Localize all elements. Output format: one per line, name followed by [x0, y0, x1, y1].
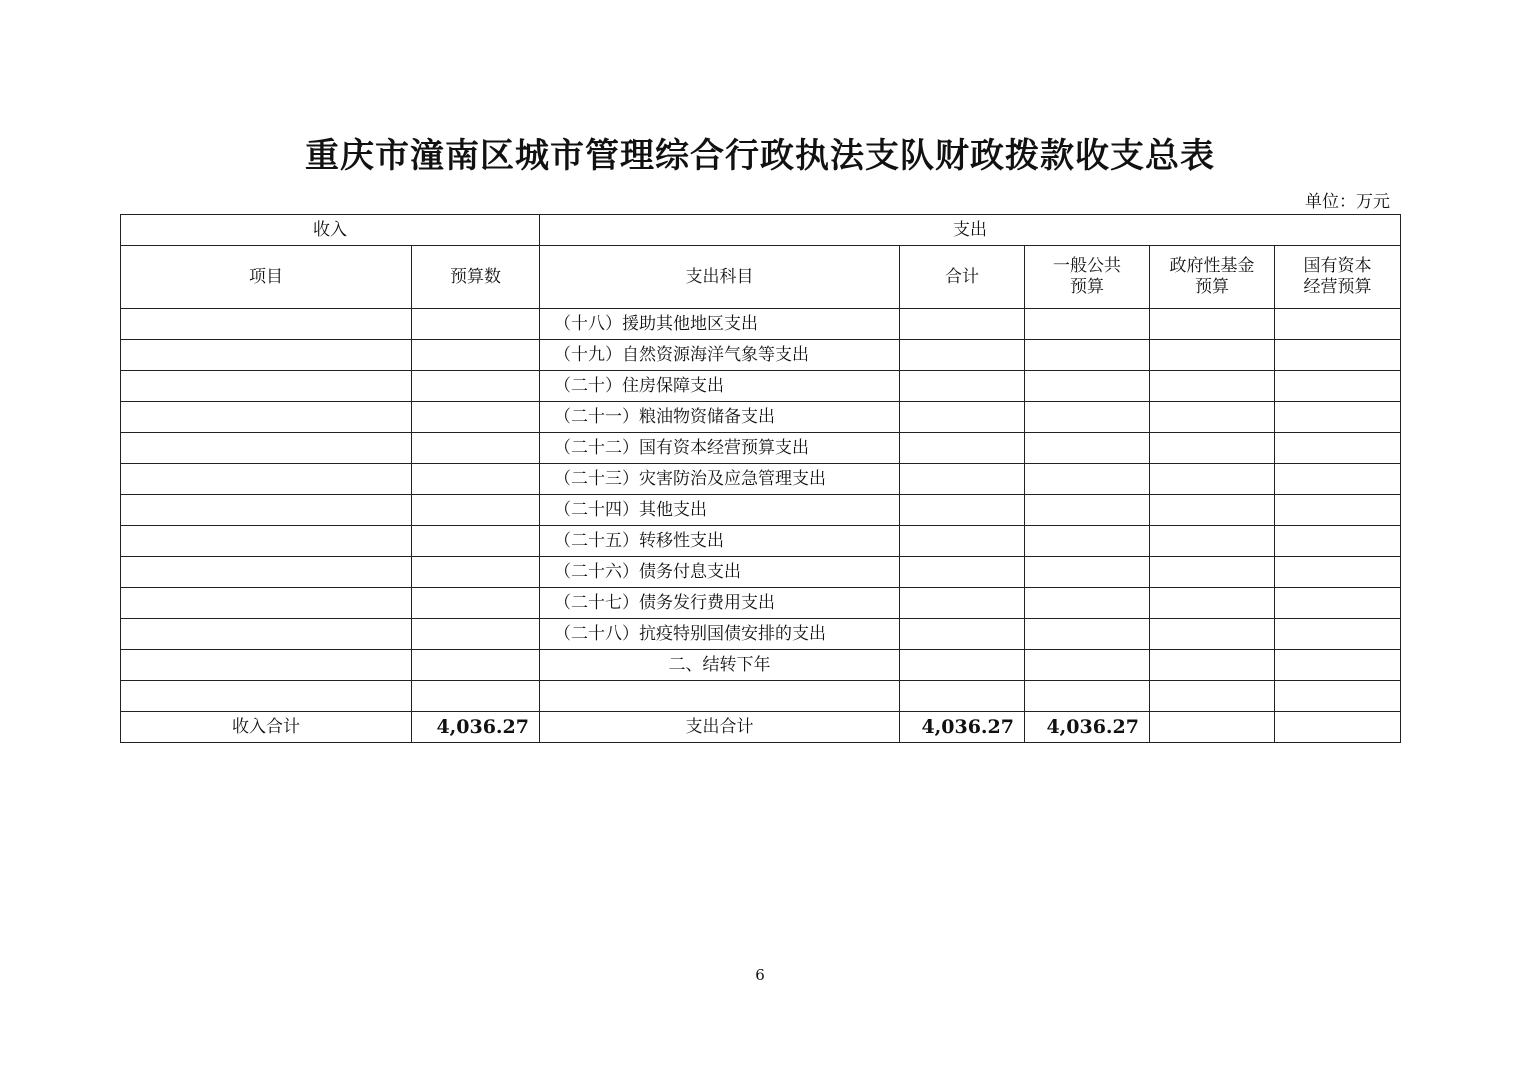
table-cell [900, 402, 1025, 433]
table-row [121, 433, 1401, 464]
table-cell [121, 371, 412, 402]
table-cell [412, 588, 540, 619]
expense-subject-cell: （二十八）抗疫特别国债安排的支出 [540, 619, 900, 650]
table-row [121, 402, 1401, 433]
table-cell [1275, 495, 1401, 526]
table-cell [1025, 650, 1150, 681]
table-row [121, 309, 1401, 340]
table-cell [1275, 340, 1401, 371]
budget-table [120, 214, 1401, 743]
gov-fund-header-line1: 政府性基金 [1169, 256, 1255, 276]
header-row-columns [121, 246, 1401, 309]
table-cell [1275, 557, 1401, 588]
table-cell [1275, 650, 1401, 681]
gov-fund-header [1150, 246, 1275, 309]
item-header: 项目 [121, 246, 412, 309]
table-cell [121, 588, 412, 619]
expense-total-label: 支出合计 [540, 712, 900, 743]
table-cell [412, 309, 540, 340]
table-cell [412, 340, 540, 371]
table-cell [1025, 433, 1150, 464]
table-cell [1025, 495, 1150, 526]
expense-subject-cell: （十九）自然资源海洋气象等支出 [540, 340, 900, 371]
expense-subject-cell: （二十二）国有资本经营预算支出 [540, 433, 900, 464]
expense-subject-cell: （十八）援助其他地区支出 [540, 309, 900, 340]
table-cell [412, 495, 540, 526]
table-cell [121, 681, 412, 712]
table-cell [1150, 681, 1275, 712]
table-row [121, 557, 1401, 588]
table-cell [1025, 309, 1150, 340]
expense-subject-cell: （二十四）其他支出 [540, 495, 900, 526]
table-cell [1275, 433, 1401, 464]
table-cell [1025, 526, 1150, 557]
table-cell [900, 681, 1025, 712]
budget-header: 预算数 [412, 246, 540, 309]
table-cell [121, 526, 412, 557]
table-row [121, 495, 1401, 526]
page-number: 6 [755, 966, 765, 984]
table-cell [900, 340, 1025, 371]
table-cell [900, 650, 1025, 681]
table-row [121, 681, 1401, 712]
table-cell [900, 495, 1025, 526]
gov-fund-total-value [1150, 712, 1275, 743]
table-cell [412, 526, 540, 557]
table-cell [1025, 588, 1150, 619]
expense-subject-cell: （二十五）转移性支出 [540, 526, 900, 557]
table-cell [121, 557, 412, 588]
table-cell [412, 557, 540, 588]
table-cell [1150, 495, 1275, 526]
table-cell [1025, 464, 1150, 495]
table-row [121, 371, 1401, 402]
table-cell [1150, 371, 1275, 402]
table-cell [121, 495, 412, 526]
table-cell [900, 371, 1025, 402]
table-cell [1275, 309, 1401, 340]
table-cell [121, 402, 412, 433]
table-cell [1275, 681, 1401, 712]
table-cell [121, 433, 412, 464]
table-cell [1025, 681, 1150, 712]
table-cell [412, 619, 540, 650]
gov-fund-header-line2: 预算 [1195, 277, 1229, 297]
table-cell [900, 464, 1025, 495]
table-cell [1275, 464, 1401, 495]
table-row [121, 650, 1401, 681]
table-cell [1025, 371, 1150, 402]
table-cell [1150, 464, 1275, 495]
table-cell [900, 588, 1025, 619]
table-cell [900, 526, 1025, 557]
table-cell [1275, 588, 1401, 619]
table-cell [121, 309, 412, 340]
state-capital-total-value [1275, 712, 1401, 743]
income-total-label: 收入合计 [121, 712, 412, 743]
state-capital-header-line1: 国有资本 [1303, 256, 1372, 276]
income-total-value: 4,036.27 [412, 712, 540, 743]
state-capital-header [1275, 246, 1401, 309]
table-row [121, 464, 1401, 495]
table-cell [1025, 340, 1150, 371]
table-cell [121, 464, 412, 495]
table-row [121, 588, 1401, 619]
table-cell [412, 402, 540, 433]
total-header: 合计 [900, 246, 1025, 309]
expense-subject-cell: （二十六）债务付息支出 [540, 557, 900, 588]
expense-total-value: 4,036.27 [900, 712, 1025, 743]
general-public-header-line2: 预算 [1070, 277, 1104, 297]
table-cell [1275, 371, 1401, 402]
table-cell [121, 340, 412, 371]
table-cell [412, 464, 540, 495]
table-row [121, 340, 1401, 371]
expense-subject-cell: （二十一）粮油物资储备支出 [540, 402, 900, 433]
table-row [121, 619, 1401, 650]
table-cell [900, 619, 1025, 650]
table-cell [1150, 526, 1275, 557]
table-cell [412, 650, 540, 681]
expense-subject-cell: （二十七）债务发行费用支出 [540, 588, 900, 619]
totals-row [121, 712, 1401, 743]
page-title: 重庆市潼南区城市管理综合行政执法支队财政拨款收支总表 [305, 136, 1215, 176]
table-cell [1275, 619, 1401, 650]
table-row [121, 526, 1401, 557]
expense-subject-cell: （二十三）灾害防治及应急管理支出 [540, 464, 900, 495]
header-row-group [121, 215, 1401, 246]
expense-subject-cell: 二、结转下年 [540, 650, 900, 681]
table-cell [1025, 557, 1150, 588]
table-cell [1150, 402, 1275, 433]
general-public-total-value: 4,036.27 [1025, 712, 1150, 743]
table-cell [1275, 402, 1401, 433]
table-cell [1150, 340, 1275, 371]
table-cell [1150, 557, 1275, 588]
table-cell [121, 650, 412, 681]
income-header: 收入 [121, 215, 540, 246]
table-cell [412, 433, 540, 464]
table-cell [900, 309, 1025, 340]
table-cell [1025, 619, 1150, 650]
table-cell [121, 619, 412, 650]
unit-label: 单位：万元 [1305, 192, 1390, 212]
general-public-header-line1: 一般公共 [1053, 256, 1121, 276]
table-cell [900, 557, 1025, 588]
table-cell [900, 433, 1025, 464]
table-cell [1025, 402, 1150, 433]
table-cell [1150, 650, 1275, 681]
table-cell [1275, 526, 1401, 557]
state-capital-header-line2: 经营预算 [1303, 277, 1372, 297]
expense-header: 支出 [540, 215, 1401, 246]
table-cell [1150, 619, 1275, 650]
table-cell [1150, 433, 1275, 464]
expense-subject-cell [540, 681, 900, 712]
general-public-header [1025, 246, 1150, 309]
expense-subject-header: 支出科目 [540, 246, 900, 309]
table-cell [1150, 588, 1275, 619]
table-cell [1150, 309, 1275, 340]
expense-subject-cell: （二十）住房保障支出 [540, 371, 900, 402]
table-cell [412, 371, 540, 402]
table-cell [412, 681, 540, 712]
